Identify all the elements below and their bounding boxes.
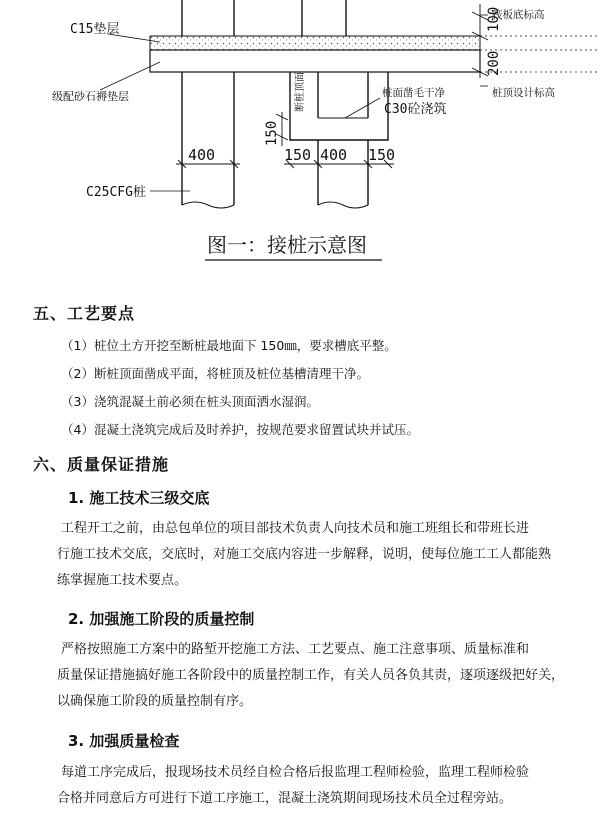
section5-title: 五、工艺要点 bbox=[33, 304, 136, 323]
subsection2-paragraph bbox=[57, 637, 576, 715]
subsection2-line-2: 质量保证措施搞好施工各阶段中的质量控制工作，有关人员各负其责，逐项逐级把好关， bbox=[57, 668, 565, 683]
subsection3-title: 3. 加强质量检查 bbox=[68, 732, 180, 750]
pile-joint-diagram bbox=[0, 0, 610, 290]
left-pile bbox=[182, 0, 234, 208]
subsection1-title: 1. 施工技术三级交底 bbox=[68, 489, 210, 507]
dim-150-vertical: 150 bbox=[264, 120, 280, 146]
subsection1-line-1: 工程开工之前，由总包单位的项目部技术负责人向技术员和施工班组长和带班长进 bbox=[61, 521, 530, 536]
break-top-label: 断桩顶面 bbox=[295, 72, 306, 112]
dim-150-a: 150 bbox=[284, 146, 312, 164]
subsection1-line-3: 练掌握施工技术要点。 bbox=[57, 573, 188, 588]
subsection2-line-3: 以确保施工阶段的质量控制有序。 bbox=[57, 694, 253, 709]
section5-item-2: （2）断桩顶面凿成平面，将桩顶及桩位基槽清理干净。 bbox=[61, 366, 369, 381]
dim-150-c: 150 bbox=[368, 146, 396, 164]
cfg-pile-label: C25CFG桩 bbox=[86, 185, 146, 200]
c15-cushion-layer bbox=[150, 36, 480, 50]
subsection1-paragraph bbox=[57, 516, 576, 594]
c30-label: C30砼浇筑 bbox=[384, 102, 447, 117]
dim-100: 100 bbox=[486, 6, 502, 32]
raft-bottom-label: 筏板底标高 bbox=[492, 9, 545, 21]
subsection2-line-1: 严格按照施工方案中的路堑开挖施工方法、工艺要点、施工注意事项、质量标准和 bbox=[61, 642, 530, 657]
c15-label: C15垫层 bbox=[70, 22, 120, 37]
gravel-cushion-layer bbox=[150, 50, 480, 72]
subsection3-line-2: 合格并同意后方可进行下道工序施工，混凝土浇筑期间现场技术员全过程旁站。 bbox=[57, 791, 513, 806]
dim-200: 200 bbox=[486, 50, 502, 76]
figure-caption: 图一：接桩示意图 bbox=[207, 233, 367, 257]
subsection3-line-1: 每道工序完成后，报现场技术员经自检合格后报监理工程师检验，监理工程师检验 bbox=[61, 765, 530, 780]
section5-item-3: （3）浇筑混凝土前必须在桩头顶面洒水湿润。 bbox=[61, 394, 319, 409]
gravel-label: 级配砂石褥垫层 bbox=[52, 90, 129, 103]
section6-title: 六、质量保证措施 bbox=[33, 455, 170, 474]
subsection1-line-2: 行施工技术交底，交底时，对施工交底内容进一步解释，说明，使每位施工工人都能熟 bbox=[57, 547, 552, 562]
dim-400-b: 400 bbox=[320, 146, 348, 164]
subsection2-title: 2. 加强施工阶段的质量控制 bbox=[68, 610, 255, 628]
clean-label: 桩面凿毛干净 bbox=[382, 87, 445, 99]
pile-top-label: 桩顶设计标高 bbox=[492, 87, 555, 99]
dim-400-left: 400 bbox=[188, 146, 216, 164]
section5-item-4: （4）混凝土浇筑完成后及时养护，按规范要求留置试块并试压。 bbox=[61, 422, 419, 437]
section5-item-1: （1）桩位土方开挖至断桩最地面下 150㎜，要求槽底平整。 bbox=[61, 338, 397, 353]
subsection3-paragraph bbox=[57, 760, 576, 812]
